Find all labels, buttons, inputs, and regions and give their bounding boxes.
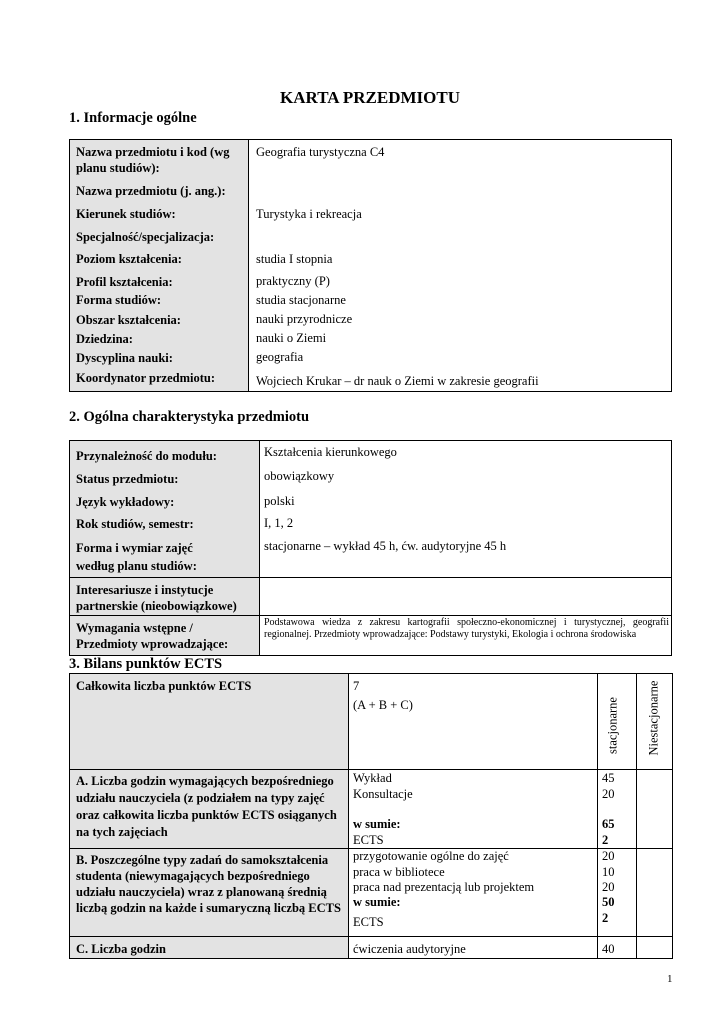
label-row-b: B. Poszczególne typy zadań do samokształcenia studenta (niewymagających bezpośredniego udziału nauczyciela) wraz z planowaną średnią liczbą godzin na każde i sumaryczną liczbą ECTS (76, 853, 341, 915)
row-a-ects-label: ECTS (353, 833, 384, 847)
col-header-nonstationary: Niestacjonarne (646, 680, 661, 756)
section-1-heading: 1. Informacje ogólne (69, 110, 197, 126)
value-form-scope: stacjonarne – wykład 45 h, ćw. audytoryjne 45 h (264, 539, 507, 553)
label-field: Kierunek studiów: (76, 207, 176, 221)
row-a-hours-consultations: 20 (602, 787, 615, 801)
label-row-a: A. Liczba godzin wymagających bezpośredniego udziału nauczyciela (z podziałem na typy zajęć oraz całkowita liczba punktów ECTS osiąganych na tych zajęciach (76, 774, 337, 839)
label-form: Forma studiów: (76, 293, 162, 307)
row-b-ects: 2 (602, 911, 609, 925)
page-number: 1 (667, 973, 673, 985)
label-level: Poziom kształcenia: (76, 252, 182, 266)
row-c-item: ćwiczenia audytoryjne (353, 942, 466, 956)
section-3-heading: 3. Bilans punktów ECTS (69, 656, 223, 672)
row-a-item-lecture: Wykład (353, 771, 392, 785)
label-status: Status przedmiotu: (76, 472, 179, 486)
value-coordinator: Wojciech Krukar – dr nauk o Ziemi w zakresie geografii (256, 374, 539, 388)
value-level: studia I stopnia (256, 252, 333, 266)
row-b-item-preparation: przygotowanie ogólne do zajęć (353, 849, 509, 863)
value-module: Kształcenia kierunkowego (264, 445, 397, 459)
value-total-ects: 7 (353, 679, 360, 693)
row-a-ects: 2 (602, 833, 609, 847)
row-b-item-project: praca nad prezentacją lub projektem (353, 880, 535, 894)
label-prerequisites: Wymagania wstępne / Przedmioty wprowadzające: (76, 621, 229, 651)
value-field: Turystyka i rekreacja (256, 207, 362, 221)
row-b-hours-project: 20 (602, 880, 615, 894)
label-total-ects: Całkowita liczba punktów ECTS (76, 679, 252, 693)
value-total-formula: (A + B + C) (353, 698, 413, 712)
row-b-sum-label: w sumie: (353, 895, 401, 909)
value-area: nauki przyrodnicze (256, 312, 353, 326)
label-module: Przynależność do modułu: (76, 449, 217, 463)
value-course-name: Geografia turystyczna C4 (256, 145, 385, 159)
label-row-c: C. Liczba godzin (76, 942, 166, 956)
value-language: polski (264, 494, 295, 508)
label-profile: Profil kształcenia: (76, 275, 173, 289)
value-profile: praktyczny (P) (256, 274, 330, 288)
value-discipline: geografia (256, 350, 304, 364)
label-domain: Dziedzina: (76, 332, 133, 346)
value-prerequisites: Podstawowa wiedza z zakresu kartografii społeczno-ekonomicznej i turystycznej, geografii regionalnej. Przedmioty wprowadzające: Podstawy turystyki, Ekologia i ochrona środowiska (264, 617, 669, 640)
value-status: obowiązkowy (264, 469, 335, 483)
value-form: studia stacjonarne (256, 293, 346, 307)
label-specialty: Specjalność/specjalizacja: (76, 230, 215, 244)
col-header-stationary: stacjonarne (605, 697, 620, 754)
row-a-sum-label: w sumie: (353, 817, 401, 831)
row-a-hours-lecture: 45 (602, 771, 615, 785)
value-domain: nauki o Ziemi (256, 331, 327, 345)
label-year-semester: Rok studiów, semestr: (76, 517, 194, 531)
label-coordinator: Koordynator przedmiotu: (76, 371, 215, 385)
section-2-heading: 2. Ogólna charakterystyka przedmiotu (69, 409, 310, 425)
label-stakeholders: Interesariusze i instytucje partnerskie (nieobowiązkowe) (76, 583, 237, 613)
row-b-hours-library: 10 (602, 865, 615, 879)
label-form-scope: Forma i wymiar zajęć według planu studiów: (76, 541, 197, 573)
label-course-name: Nazwa przedmiotu i kod (wg planu studiów): (76, 145, 230, 175)
row-a-item-consultations: Konsultacje (353, 787, 413, 801)
row-b-item-library: praca w bibliotece (353, 865, 445, 879)
row-b-sum: 50 (602, 895, 615, 909)
row-b-hours-preparation: 20 (602, 849, 615, 863)
row-b-ects-label: ECTS (353, 915, 384, 929)
label-area: Obszar kształcenia: (76, 313, 181, 327)
row-a-sum: 65 (602, 817, 615, 831)
row-c-hours: 40 (602, 942, 615, 956)
label-discipline: Dyscyplina nauki: (76, 351, 173, 365)
label-language: Język wykładowy: (76, 495, 175, 509)
label-course-name-en: Nazwa przedmiotu (j. ang.): (76, 184, 226, 198)
page-title: KARTA PRZEDMIOTU (280, 88, 460, 107)
value-year-semester: I, 1, 2 (264, 516, 294, 530)
